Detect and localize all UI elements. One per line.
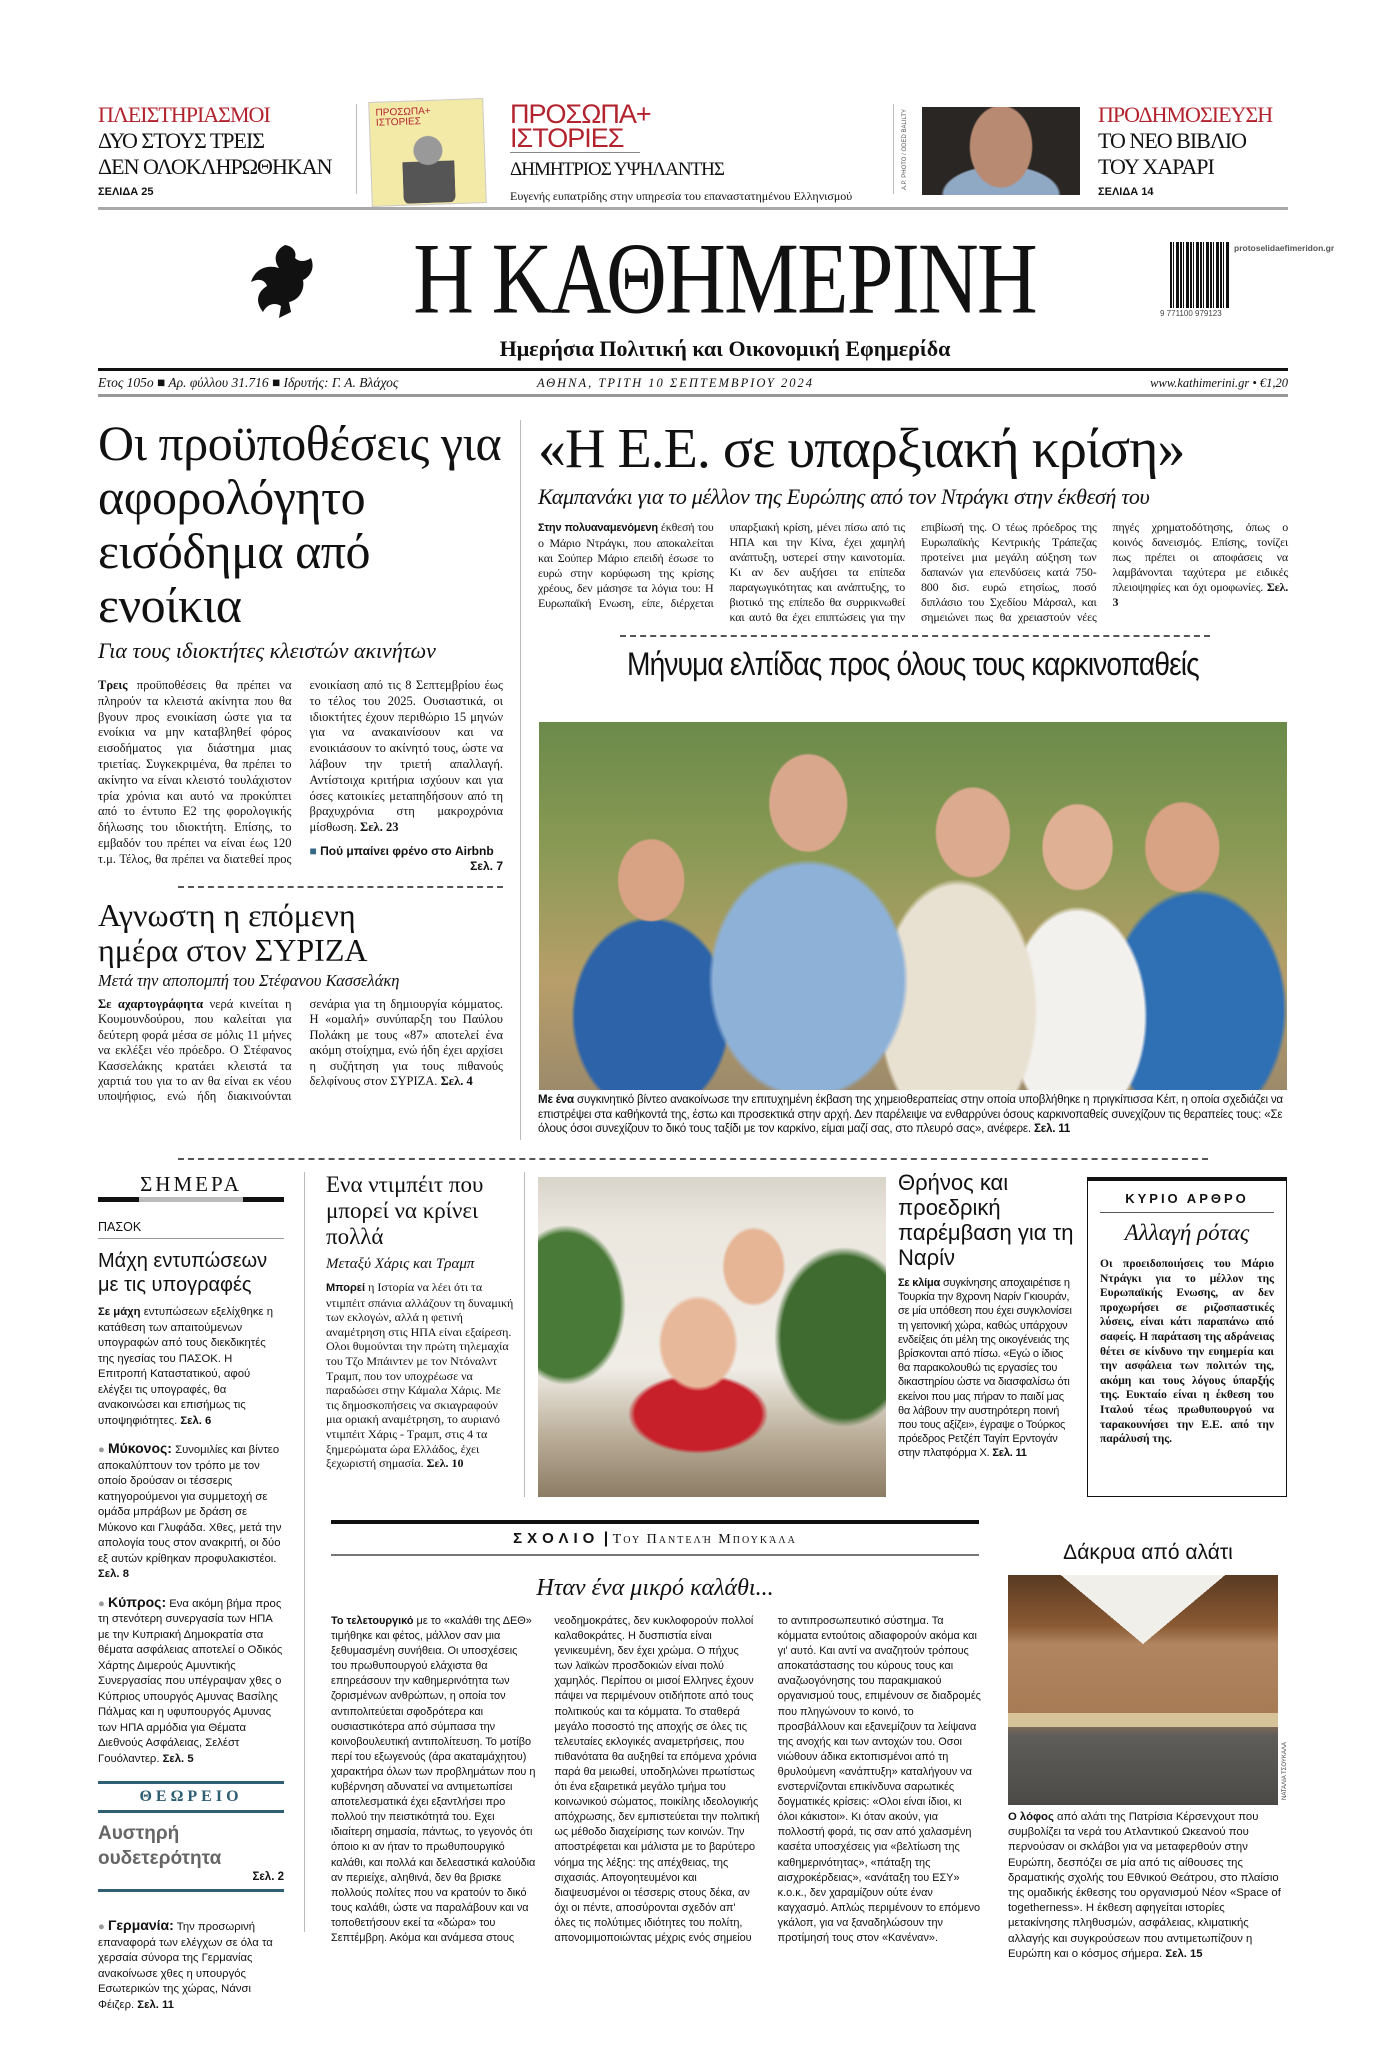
syriza-story[interactable]: [98, 898, 503, 1105]
page-ref: Σελ. 11: [1033, 1122, 1071, 1135]
magazine-cover[interactable]: [368, 98, 487, 207]
section-rule: [98, 1197, 284, 1202]
headline: Ενα ντιμπέιτ που μπορεί να κρίνει πολλά: [326, 1172, 484, 1249]
body-text: η Ιστορία να λέει ότι τα ντιμπέιτ σπάνια αλλάζουν τη δυναμική των εκλογών, αλλά η φετινή αναμέτρηση στις ΗΠΑ είναι εξαίρεση. Ολοι θυμούνται την πρώτη τηλεμαχία του Τζο Μπάιντεν με τον Ντόναλντ Τραμπ, που τον υποχρέωσε να παραδώσει στην Κάμαλα Χάρις. Με τις δημοσκοπήσεις να σκιαγραφούν μια οριακή αναμέτρηση, το αυριανό ντιμπέιτ Χάρις - Τραμπ, στις 4 τα ξημερώματα ώρα Ελλάδος, έχει ξεχωριστή σημασία.: [326, 1280, 514, 1471]
divider: [304, 1172, 305, 1932]
lead-word: Τρεις: [98, 678, 128, 692]
page-ref: Σελ. 7: [470, 858, 503, 873]
page-ref: Σελ. 11: [992, 1447, 1027, 1460]
page-ref: Σελ. 4: [440, 1074, 473, 1088]
tagline: Ημερήσια Πολιτική και Οικονομική Εφημερίδα: [499, 336, 951, 361]
editorial-box[interactable]: [1087, 1177, 1287, 1497]
teaser-harari[interactable]: [1098, 102, 1288, 198]
related-title: Πού μπαίνει φρένο στο Airbnb: [320, 843, 494, 858]
category-label: ΠΑΣΟΚ: [98, 1220, 284, 1239]
lead-word: Με ένα: [538, 1093, 574, 1106]
griffin-logo: [245, 240, 320, 320]
body-text: Ενα ακόμη βήμα προς τη στενότερη συνεργασία των ΗΠΑ με την Κυπριακή Δημοκρατία στα θέματα ασφάλειας αποτελεί ο Οδικός Χάρτης Διμερούς Αμυντικής Συνεργασίας που υπέγραψαν χθες ο Κύπριος υπουργός Αμυνας Βασίλης Πάλμας και η υφυπουργός Αμυνας των ΗΠΑ αρμόδια για Θέματα Διεθνούς Ασφάλειας, Σελέστ Γουόλαντερ.: [98, 1597, 283, 1765]
editorial-body: Οι προειδοποιήσεις του Μάριο Ντράγκι για το μέλλον της Ευρωπαϊκής Ενωσης, αν δεν προχωρήσει σε ριζοσπαστικές λύσεις, είναι κάτι παραπάνω από σαφείς. Η παράταση της αδράνειας θέτει σε κίνδυνο την ευημερία και την ασφάλεια των πολιτών της, ακόμη και τους λόγους ύπαρξής της. Ευκταίο είναι η έκθεση του Ιταλού τέως πρωθυπουργού να ταρακουνήσει την Ε.Ε. από την παράλυσή της.: [1100, 1258, 1274, 1446]
comment-rule: [331, 1520, 979, 1524]
subhead: Μεταξύ Χάρις και Τραμπ: [326, 1256, 475, 1272]
article-body: [98, 678, 503, 874]
subhead: Καμπανάκι για το μέλλον της Ευρώπης από τον Ντράγκι στην έκθεσή του: [538, 484, 1150, 509]
teaser-kicker: ΙΣΤΟΡΙΕΣ: [510, 126, 640, 153]
headline[interactable]: Μάχη εντυπώσεων με τις υπογραφές: [98, 1250, 268, 1296]
watermark: protoselidaefimeridon.gr: [1234, 243, 1335, 253]
teaser-desc: Ευγενής ευπατρίδης στην υπηρεσία του επαναστατημένου Ελληνισμού: [510, 189, 853, 203]
royal-headline-wrap: [538, 645, 1288, 685]
section-header: [98, 1172, 284, 1202]
issue-info: Ετος 105ο ■ Αρ. φύλλου 31.716 ■ Ιδρυτής: Γ. Α. Βλάχος: [98, 375, 399, 390]
debate-story[interactable]: [326, 1172, 516, 1471]
page-ref: Σελ. 6: [180, 1414, 212, 1427]
editorial-label: ΚΥΡΙΟ ΑΡΘΡΟ: [1100, 1191, 1274, 1213]
subhead: Για τους ιδιοκτήτες κλειστών ακινήτων: [98, 638, 436, 663]
date: ΑΘΗΝΑ, ΤΡΙΤΗ 10 ΣΕΠΤΕΜΒΡΙΟΥ 2024: [537, 376, 814, 390]
cover-text: ΠΡΟΣΩΠΑ+ ΙΣΤΟΡΙΕΣ: [375, 105, 431, 129]
narin-mural-photo[interactable]: [538, 1177, 886, 1497]
lead-word: Ο λόφος: [1008, 1811, 1054, 1823]
body-text: έκθεσή του ο Μάριο Ντράγκι, που αποκαλείται και Σούπερ Μάριο επειδή έσωσε το ευρώ στην κορύφωση της κρίσης χρέους, δεν μάσησε τα λόγια του: Η Ευρωπαϊκή Ενωση, είπε, διέρχεται υπαρξιακή κρίση, μένει πίσω από τις ΗΠΑ και την Κίνα, έχει χαμηλή ανάπτυξη, υστερεί στην καινοτομία. Κι αν δεν αυξήσει τα επίπεδα παραγωγικότητας και ανάπτυξης, το βιοτικό της επίπεδο θα συρρικνωθεί και αυτό θα έχει επιπτώσεις για την επιβίωσή της. Ο τέως πρόεδρος της Ευρωπαϊκής Κεντρικής Τράπεζας προτείνει μια μεγάλη αύξηση των δαπανών για επενδύσεις κατά 750-800 δισ. ευρώ ετησίως, ποσό διπλάσιο του Σχεδίου Μάρσαλ, και σημειώνει πως θα χρειαστούν νέες πηγές χρηματοδότησης, όπως ο κοινός δανεισμός. Επίσης, τονίζει πως πρέπει οι αποφάσεις να λαμβάνονται ταχύτερα με ειδικές πλειοψηφίες και όχι ομοφωνίες.: [538, 520, 1288, 624]
today-column: [98, 1172, 284, 2013]
teaser-title: ΤΟΥ ΧΑΡΑΡΙ: [1098, 154, 1214, 179]
royal-caption: [538, 1093, 1288, 1137]
page-ref: Σελ. 11: [137, 1998, 174, 2011]
divider: [356, 104, 357, 194]
site-price: www.kathimerini.gr • €1,20: [1150, 376, 1288, 390]
teaser-ypsilantis[interactable]: [510, 99, 880, 204]
lead-word: Σε μάχη: [98, 1306, 141, 1318]
section-title: ΘΕΩΡΕΙΟ: [139, 1788, 243, 1805]
lead-word: Το τελετουργικό: [331, 1615, 414, 1627]
narin-story[interactable]: [898, 1170, 1078, 1461]
article-body: [538, 520, 1288, 625]
date-rule: [98, 394, 1288, 397]
brief-title: Κύπρος:: [107, 1593, 167, 1610]
teaser-title: ΔΕΝ ΟΛΟΚΛΗΡΩΘΗΚΑΝ: [98, 154, 332, 179]
theoreio-header: [98, 1781, 284, 1813]
body-text: Την προσωρινή επαναφορά των ελέγχων σε όλα τα χερσαία σύνορα της Γερμανίας ανακοίνωσε χθες η υπουργός Εσωτερικών της χώρας, Νάνσι Φέιζερ.: [98, 1921, 273, 2011]
comment-label: ΣΧΟΛΙΟ: [513, 1530, 600, 1547]
comment-header: ΣΧΟΛΙΟ | Του Παντελή Μπουκάλα: [331, 1530, 979, 1556]
top-rule: [98, 207, 1288, 210]
barcode: [1170, 242, 1230, 308]
salt-pyramid-photo[interactable]: [1008, 1575, 1278, 1805]
article-body: [98, 1305, 284, 1429]
page-ref: Σελ. 10: [426, 1456, 464, 1471]
caption-text: συγκινητικό βίντεο ανακοίνωσε την επιτυχημένη έκβαση της χημειοθεραπείας στην οποία υποβλήθηκε η πριγκίπισσα Κέιτ, η οποία σχεδιάζει να επιστρέψει στα καθήκοντά της, έστω και προσεκτικά στην αρχή. Δεν παρέλειψε να ενθαρρύνει όσους καρκινοπαθείς συνεχίζουν τις θεραπείες τους: «Σε όλους όσοι συνεχίζουν το δικό τους ταξίδι με τον καρκίνο, είμαι μαζί σας, στο πλευρό σας», ανέφερε.: [538, 1093, 1283, 1135]
comment-body: [331, 1614, 983, 1946]
subhead: Μετά την αποπομπή του Στέφανου Κασσελάκη: [98, 970, 400, 990]
lead-word: Σε κλίμα: [898, 1277, 941, 1289]
lead-word: Στην πολυαναμενόμενη: [538, 522, 658, 534]
brief[interactable]: ● Κύπρος: Ενα ακόμη βήμα προς τη στενότερη συνεργασία των ΗΠΑ με την Κυπριακή Δημοκρατία στα θέματα ασφάλειας αποτελεί ο Οδικός Χάρτης Διμερούς Αμυντικής Συνεργασίας που υπέγραψαν χθες ο Κύπριος υπουργός Αμυνας Βασίλης Πάλμας και η υφυπουργός Αμυνας των ΗΠΑ αρμόδια για Θέματα Διεθνούς Ασφάλειας, Σελέστ Γουόλαντερ. Σελ. 5: [98, 1593, 283, 1765]
lead-word: Σε αχαρτογράφητα: [98, 996, 204, 1011]
caption-text: από αλάτι της Πατρίσια Κέρσενχουτ που συμβολίζει τα νερά του Ατλαντικού Ωκεανού που περνούσαν οι σκλάβοι για να μεταφερθούν στην Ευρώπη, δεσπόζει σε μία από τις αίθουσες της δραματικής σχολής του Εθνικού Θεάτρου, στο πλαίσιο της ομαδικής έκθεσης του οργανισμού Νέον «Space of togetherness». Η έκθεση αφηγείται ιστορίες μετακίνησης πληθυσμών, ασφάλειας, κλιματικής αλλαγής και συγκρούσεων που αντιμετωπίζουν η Ευρώπη και ο κόσμος σήμερα.: [1008, 1811, 1281, 1960]
teaser-page: ΣΕΛΙΔΑ 14: [1098, 186, 1154, 198]
theoreio-title[interactable]: Αυστηρή ουδετερότητα: [98, 1823, 222, 1869]
headline: Θρήνος και προεδρική παρέμβαση για τη Ναρίν: [898, 1170, 1074, 1270]
body-text: νερά κινείται η Κουμουνδούρου, που καλείται για δεύτερη φορά μέσα σε μόλις 11 μήνες να εκλέξει νέο πρόεδρο. Ο Στέφανος Κασσελάκης κρατάει κλειστά τα χαρτιά του για το αν θα είναι εκ νέου υποψήφιος, ενώ ήδη διακινούνται σενάρια για τη δημιουργία κόμματος. Η «ομαλή» συνύπαρξη του Παύλου Πολάκη με τους «87» αποτελεί ένα ακόμη στοίχημα, ενώ ήδη έχει αρχίσει η συζήτηση για τους πιθανούς δελφίνους στον ΣΥΡΙΖΑ.: [98, 996, 503, 1104]
masthead-title-wrap: [340, 221, 1110, 336]
teaser-page: ΣΕΛΙΔΑ 25: [98, 186, 154, 198]
comment-headline[interactable]: Ηταν ένα μικρό καλάθι...: [536, 1575, 774, 1601]
portrait-illustration: [401, 132, 455, 204]
harari-photo[interactable]: [922, 107, 1080, 195]
headline: Οι προϋποθέσεις για αφορολόγητο εισόδημα από ενοίκια: [98, 415, 502, 633]
eu-story[interactable]: [538, 418, 1288, 625]
photo-credit: ΝΑΤΑΛΙΑ ΤΣΟΥΚΑΛΑ: [1282, 1742, 1288, 1800]
lead-word: Μπορεί: [326, 1282, 366, 1294]
left-top-column: [98, 416, 503, 1105]
dashed-divider: [620, 635, 1210, 637]
headline: «Η Ε.Ε. σε υπαρξιακή κρίση»: [538, 418, 1185, 480]
comment-author: Του Παντελή Μπουκάλα: [612, 1532, 797, 1547]
editorial-title: Αλλαγή ρότας: [1124, 1220, 1250, 1245]
divider: [524, 1172, 525, 1497]
body-text: εντυπώσεων εξελίχθηκε η κατάθεση των απαιτούμενων υπογραφών από τους διεκδικητές της ηγεσίας του ΠΑΣΟΚ. Η Επιτροπή Καταστατικού, αφού ελέγξει τις υπογραφές, θα ανακοινώσει και επισήμως τις υποψηφιότητες.: [98, 1306, 273, 1427]
masthead-rule: [98, 368, 1288, 371]
dashed-divider: [178, 886, 503, 888]
lead-story[interactable]: [98, 416, 503, 874]
page-ref: Σελ. 2: [98, 1871, 284, 1892]
right-top-column: [538, 418, 1288, 685]
headline: Αγνωστη η επόμενη ημέρα στον ΣΥΡΙΖΑ: [98, 896, 368, 968]
body-text: συγκίνησης αποχαιρέτισε η Τουρκία την 8χρονη Ναρίν Γκιουράν, σε μία υπόθεση που έχει συγκλονίσει τη γειτονική χώρα, καθώς υπάρχουν ενδείξεις ότι μέλη της οικογένειάς της βρίσκονται από πίσω. «Εγώ ο ίδιος θα παρακολουθώ τις εργασίες του δικαστηρίου ώστε να διασφαλίσω ότι εκείνοι που μας πήραν το παιδί μας θα λάβουν την αυστηρότερη ποινή που τους αξίζει», έγραψε ο Τούρκος πρόεδρος Ρετζέπ Ταγίπ Ερντογάν στην πλατφόρμα Χ.: [898, 1277, 1072, 1460]
section-title: ΣΗΜΕΡΑ: [140, 1172, 242, 1196]
teaser-kicker: ΠΛΕΙΣΤΗΡΙΑΣΜΟΙ: [98, 102, 270, 127]
body-text: Συνομιλίες και βίντεο αποκαλύπτουν τον τρόπο με τον οποίο δρούσαν οι τέσσερις κατηγορούμενοι για συμμετοχή σε ομάδα μπράβων με δράση σε Μύκονο και Γλυφάδα. Χθες, μετά την απολογία τους στον ανακριτή, οι δύο εξ αυτών κρίθηκαν προφυλακιστέοι.: [98, 1444, 282, 1565]
page-ref: Σελ. 5: [162, 1752, 194, 1765]
teaser-title: ΔΥΟ ΣΤΟΥΣ ΤΡΕΙΣ: [98, 128, 265, 153]
masthead-title[interactable]: Η ΚΑΘΗΜΕΡΙΝΗ: [413, 221, 1037, 336]
photo-credit: A.P. PHOTO / ODED BALILTY: [902, 108, 908, 190]
teaser-kicker: ΠΡΟΣΩΠΑ+: [510, 99, 651, 129]
divider: [893, 104, 894, 194]
barcode-number: 9 771100 979123: [1160, 309, 1222, 318]
article-body: [898, 1276, 1078, 1461]
brief[interactable]: ● Γερμανία: Την προσωρινή επαναφορά των ελέγχων σε όλα τα χερσαία σύνορα της Γερμανίας ανακοίνωσε χθες η υπουργός Εσωτερικών της χώρας, Νάνσι Φέιζερ. Σελ. 11: [98, 1917, 273, 2011]
royal-family-photo[interactable]: [539, 722, 1287, 1090]
body-text: προϋποθέσεις θα πρέπει να πληρούν τα κλειστά ακίνητα που θα βγουν προς ενοικίαση ώστε για τα ενοίκια να μην καταβληθεί φόρος εισοδήματος για διάστημα μιας τριετίας. Συγκεκριμένα, θα πρέπει το ακίνητο να είναι κλειστό τουλάχιστον τρία χρόνια και αυτό να προκύπτει από το έντυπο Ε2 της φορολογικής δήλωσης του ιδιοκτήτη. Επίσης, το εμβαδόν του πρέπει να είναι έως 120 τ.μ. Τέλος, θα πρέπει να διατεθεί προς ενοικίαση από τις 8 Σεπτεμβρίου έως το τέλος του 2025. Ουσιαστικά, οι ιδιοκτήτες έχουν περιθώριο 15 μηνών για να ανακαινίσουν και να ενοικιάσουν το ακίνητό τους, ώστε να λάβουν την τριετή απαλλαγή. Αντίστοιχα κριτήρια ισχύουν και για όσες κατοικίες μεταπηδήσουν από τη βραχυχρόνια στη μακροχρόνια μίσθωση.: [98, 678, 503, 866]
dashed-divider: [178, 1158, 1208, 1160]
teaser-title: ΤΟ ΝΕΟ ΒΙΒΛΙΟ: [1098, 128, 1246, 153]
brief-title: Γερμανία:: [107, 1917, 174, 1933]
article-body: [98, 997, 503, 1105]
body-text: με το «καλάθι της ΔΕΘ» τιμήθηκε και φέτος, μάλλον σαν μια ξεθυμασμένη συνήθεια. Οι υποσχέσεις του πρωθυπουργού ελάχιστα θα επηρεάσουν την καθημερινότητα των ζορισμένων ανθρώπων, η οποία τον αντιπολιτεύεται σφοδρότερα και ουσιαστικότερα από σύμπασα την κοινοβουλευτική αντιπολίτευση. Το μοτίβο περί του εξωγενούς (άρα ακαταμάχητου) χαρακτήρα όλων των προβλημάτων που η κυβέρνηση αδυνατεί να αντιμετωπίσει αποτελεσματικά έχει εξαντλήσει προ πολλού την πειστικότητά του. Εχει ιδιαίτερη σημασία, πάντως, το γεγονός ότι όποιο κι αν ήταν το πρωθυπουργικό καλάθι, και πολλά και δελεαστικά καλούδια αν περιείχε, αληθινά, δεν θα βρισκε πολλούς πολίτες που να κρατούν το δικό τους καλάθι, ώστε να παραλάβουν και να τοποθετήσουν εκεί τα «δώρα» του Σεπτέμβρη. Ακόμα και ανάμεσα στους νεοδημοκράτες, δεν κυκλοφορούν πολλοί καλαθοκράτες. Η δυσπιστία είναι γενικευμένη, δεν έχει χρώμα. Ο πήχυς των λαϊκών προσδοκιών είναι πολύ χαμηλός. Περίπου οι μισοί Ελληνες έχουν πάψει να περιμένουν οτιδήποτε από τους πολιτικούς και τα κόμματα. Το σταθερά μεγάλο ποσοστό της αποχής σε όλες τις τελευταίες εκλογικές αναμετρήσεις, που πιθανότατα θα αυξηθεί τα επόμενα χρόνια παρά θα μειωθεί, υποδηλώνει πρωτίστως ότι ένα εξαιρετικά μεγάλο τμήμα του κοινωνικού σώματος, ποικίλης ιδεολογικής απόχρωσης, δεν εμπιστεύεται την πολιτική ως μέθοδο διαχείρισης των κοινών. Την αποστρέφεται και μάλιστα με το βαρύτερο νόημα της λέξης: της απέχθειας, της σιχασιάς. Απογοητευμένοι και διαψευσμένοι οι τέσσερις στους δέκα, αν όχι οι πέντε, αποσύρονται σχεδόν απ' όλες τις πολύτιμες ιδιότητες του πολίτη, απονομιμοποιώντας μέχρις ενός σημείου το αντιπροσωπευτικό σύστημα. Τα κόμματα εντούτοις αδιαφορούν ακόμα και γι' αυτό. Και αντί να αναζητούν τρόπους αποκατάστασης του κύρους τους και αναζωογόνησης του παρακμιακού οργανισμού τους, επιμένουν σε διαδρομές που πληγώνουν το κοινό, το προσβάλλουν και εξανεμίζουν τα λείψανα της ανοχής και των αντοχών του. Οσοι νιώθουν άδικα εκτοπισμένοι από τη θρυλούμενη «ανάπτυξη» καταλήγουν να ενστερνίζονται επικίνδυνα σαρωτικές δογματικές κρίσεις: «Ολοι είναι ίδιοι, κι όλοι κάκιστοι». Κι όταν ακούν, για πολλοστή φορά, τις σαν από χαλασμένη κασέτα υποσχέσεις για «βελτίωση της καθημερινότητας», «πάταξη της αισχροκέρδειας», «ανάταξη του ΕΣΥ» κ.ο.κ., δεν χαραμίζουν ούτε έναν καγχασμό. Απλώς περιμένουν το επόμενο γκάλοπ, για να ξαναδηλώσουν την προτίμησή τους στον «Κανέναν».: [331, 1615, 981, 1944]
related-link[interactable]: ■ Πού μπαίνει φρένο στο Airbnb Σελ. 7: [309, 843, 503, 873]
divider: [520, 420, 521, 1140]
page-ref: Σελ. 15: [1165, 1947, 1203, 1960]
brief-title: Μύκονος:: [107, 1440, 172, 1456]
salt-headline: Δάκρυα από αλάτι: [1063, 1541, 1233, 1564]
page-ref: Σελ. 23: [360, 820, 399, 835]
teaser-kicker: ΠΡΟΔΗΜΟΣΙΕΥΣΗ: [1098, 102, 1273, 127]
page-ref: Σελ. 3: [1112, 580, 1288, 609]
article-body: [326, 1280, 516, 1471]
teaser-auctions[interactable]: [98, 102, 348, 198]
brief[interactable]: ● Μύκονος: Συνομιλίες και βίντεο αποκαλύπτουν τον τρόπο με τον οποίο δρούσαν οι τέσσερις κατηγορούμενοι για συμμετοχή σε ομάδα μπράβων με δράση σε Μύκονο και Γλυφάδα. Χθες, μετά την απολογία τους στον ανακριτή, οι δύο εξ αυτών κρίθηκαν προφυλακιστέοι. Σελ. 8: [98, 1440, 282, 1580]
royal-headline: Μήνυμα ελπίδας προς όλους τους καρκινοπαθείς: [627, 646, 1199, 682]
salt-caption: [1008, 1810, 1288, 1962]
teaser-title: ΔΗΜΗΤΡΙΟΣ ΥΨΗΛΑΝΤΗΣ: [510, 159, 724, 180]
page-ref: Σελ. 8: [98, 1568, 129, 1580]
